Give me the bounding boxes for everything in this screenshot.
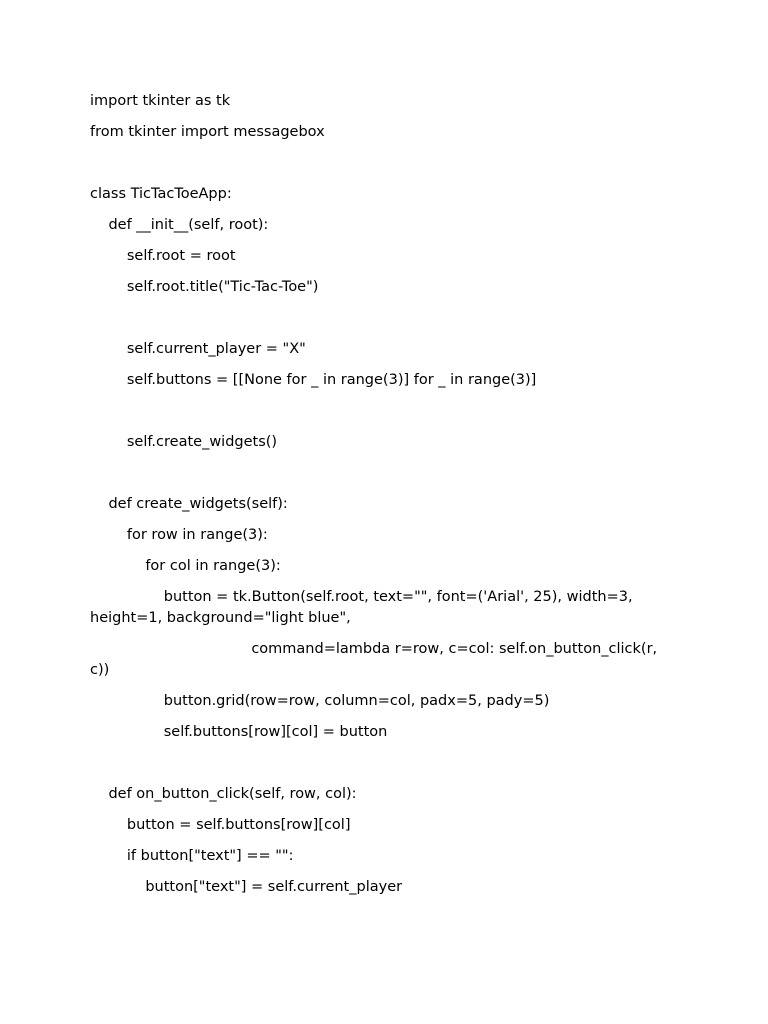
code-line: self.current_player = "X" [90,341,306,357]
blank-line [90,401,680,422]
code-line: button.grid(row=row, column=col, padx=5, pady=5) [90,693,550,709]
code-document [90,91,680,908]
code-line: for col in range(3): [90,558,281,574]
blank-line [90,463,680,484]
code-line: def create_widgets(self): [90,496,288,512]
code-line: for row in range(3): [90,527,268,543]
code-line: import tkinter as tk [90,93,231,109]
code-line: command=lambda r=row, c=col: self.on_button_click(r, c)) [90,641,662,678]
code-line: self.create_widgets() [90,434,278,450]
blank-line [90,753,680,774]
code-line: if button["text"] == "": [90,848,294,864]
code-line: from tkinter import messagebox [90,124,325,140]
blank-line [90,308,680,329]
code-line: self.buttons[row][col] = button [90,724,388,740]
code-line: def __init__(self, root): [90,217,269,233]
code-line: self.root = root [90,248,236,264]
code-line: self.buttons = [[None for _ in range(3)] for _ in range(3)] [90,372,537,388]
code-line: def on_button_click(self, row, col): [90,786,357,802]
code-line: class TicTacToeApp: [90,186,232,202]
code-line: button = tk.Button(self.root, text="", font=('Arial', 25), width=3, height=1, background="light blue", [90,589,638,626]
code-line: button = self.buttons[row][col] [90,817,351,833]
code-line: self.root.title("Tic-Tac-Toe") [90,279,319,295]
code-line: button["text"] = self.current_player [90,879,403,895]
blank-line [90,153,680,174]
